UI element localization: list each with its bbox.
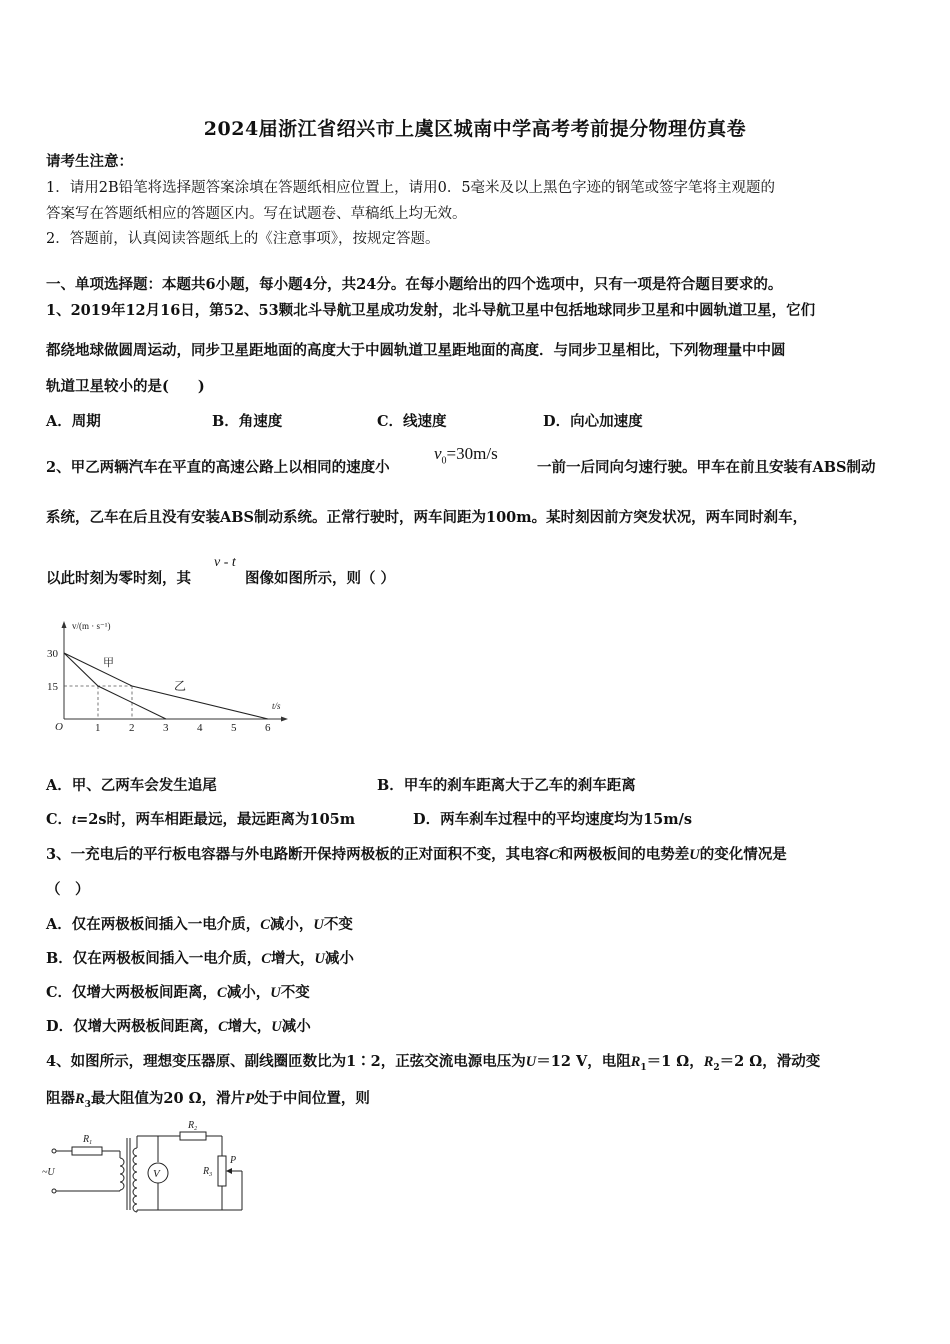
q2-line-1b: 一前一后同向匀速行驶。甲车在前且安装有ABS制动 (537, 459, 876, 476)
x-tick-label: 5 (231, 722, 237, 734)
vt-graph (46, 618, 296, 738)
r3-label-sym: R (203, 1166, 210, 1177)
q1-line-3: 轨道卫星较小的是( ) (46, 378, 205, 395)
q3-option-c-mid: 减小， (226, 984, 271, 1001)
q1-line-1: 1、2019年12月16日，第52、53颗北斗导航卫星成功发射，北斗导航卫星中包括地球同步卫星和中圆轨道卫星，它们 (46, 302, 816, 319)
r1-label-sub: 1 (89, 1140, 93, 1146)
q3-option-a (46, 915, 353, 935)
q2-option-d: D．两车刹车过程中的平均速度均为15m/s (413, 811, 693, 828)
q3-option-b-mid: 增大， (270, 950, 315, 967)
source-label: ~U (42, 1167, 55, 1178)
q2-option-b: B．甲车的刹车距离大于乙车的刹车距离 (377, 777, 636, 794)
q3-option-a-mid: 减小， (269, 916, 314, 933)
q4-u: U (525, 1054, 537, 1070)
q3-option-c (46, 983, 310, 1003)
q3-option-c-pre: C．仅增大两极板间距离， (46, 984, 218, 1001)
q3-option-c-u: U (270, 985, 281, 1001)
q2-line-1a: 2、甲乙两辆汽车在平直的高速公路上以相同的速度小 (46, 459, 390, 476)
q1-option-b: B．角速度 (212, 413, 283, 430)
label-yi: 乙 (174, 679, 187, 693)
q1-option-d: D．向心加速度 (543, 413, 643, 430)
q4-line-1a: 4、如图所示，理想变压器原、副线圈匝数比为1∶2，正弦交流电源电压为 (46, 1053, 526, 1070)
q3-option-c-post: 不变 (280, 984, 310, 1001)
q4-r1-sub: 1 (640, 1062, 647, 1073)
x-tick-label: 4 (197, 722, 203, 734)
secondary-coil (133, 1148, 137, 1212)
q2-v0-value: =30m/s (446, 444, 498, 463)
slider-label: P (230, 1155, 237, 1166)
q2-v0-symbol: v (434, 444, 442, 463)
q3-option-d-post: 减小 (281, 1018, 311, 1035)
q4-line-2 (46, 1089, 370, 1115)
x-tick-label: 1 (95, 722, 101, 734)
voltmeter-label: V (153, 1168, 160, 1180)
r2-label-sub: 2 (194, 1126, 198, 1132)
q2-line-2: 系统，乙车在后且没有安装ABS制动系统。正常行驶时，两车间距为100m。某时刻因前方突发状况，两车同时刹车， (46, 509, 808, 526)
q3-option-b-c: C (261, 951, 271, 967)
q2-option-c-t: t (72, 812, 77, 828)
graph-x-label: t/s (272, 701, 281, 711)
q4-line-1c: ＝1 Ω， (646, 1053, 704, 1070)
primary-coil (120, 1158, 124, 1190)
resistor-r1 (72, 1147, 102, 1155)
r1-label (82, 1134, 92, 1146)
q3-option-a-post: 不变 (323, 916, 353, 933)
q4-line-1d: ＝2 Ω，滑动变 (719, 1053, 821, 1070)
q2-option-c-label: C． (46, 811, 73, 828)
page-title: 2024届浙江省绍兴市上虞区城南中学高考考前提分物理仿真卷 (203, 118, 747, 140)
q3-line-1 (46, 845, 787, 865)
q3-option-a-u: U (313, 917, 324, 933)
slider-arrow (226, 1168, 232, 1174)
q3-option-b-u: U (314, 951, 325, 967)
q3-option-d-u: U (271, 1019, 282, 1035)
section-heading: 一、单项选择题：本题共6小题，每小题4分，共24分。在每小题给出的四个选项中，只有一项是符合题目要求的。 (46, 276, 783, 293)
y-tick-label: 15 (47, 681, 58, 693)
x-axis-arrow (281, 717, 288, 722)
q1-option-c: C．线速度 (377, 413, 447, 430)
circuit-diagram (40, 1118, 255, 1218)
q3-option-c-c: C (217, 985, 227, 1001)
x-tick-label: 3 (163, 722, 169, 734)
q4-r3: R (75, 1091, 85, 1107)
q4-line-2c: 处于中间位置，则 (253, 1090, 370, 1107)
q3-option-a-c: C (260, 917, 270, 933)
graph-y-label: v/(m · s⁻¹) (72, 621, 111, 631)
series-line-yi (64, 653, 268, 719)
q2-option-c-text: =2s时，两车相距最远，最远距离为105m (76, 811, 356, 828)
q3-option-b-pre: B．仅在两极板间插入一电介质， (46, 950, 262, 967)
q3-line-1a: 3、一充电后的平行板电容器与外电路断开保持两极板的正对面积不变，其电容 (46, 846, 550, 863)
q3-line-1b: 和两极板间的电势差 (558, 846, 690, 863)
q2-v0-sub: 0 (441, 455, 447, 467)
q3-c: C (549, 847, 559, 863)
q4-line-2a: 阻器 (46, 1090, 75, 1107)
q3-option-d (46, 1017, 311, 1037)
q3-option-d-c: C (218, 1019, 228, 1035)
y-axis-arrow (62, 621, 67, 628)
q4-r2: R (703, 1054, 714, 1070)
notice-line-3: 2．答题前，认真阅读答题纸上的《注意事项》，按规定答题。 (46, 231, 440, 247)
q4-r2-sub: 2 (713, 1062, 720, 1073)
x-tick-label: 6 (265, 722, 271, 734)
r3-label (202, 1166, 212, 1178)
terminal-top (52, 1149, 56, 1153)
q3-option-b (46, 949, 354, 969)
x-tick-label: 2 (129, 722, 135, 734)
notice-line-2: 答案写在答题纸相应的答题区内。写在试题卷、草稿纸上均无效。 (46, 206, 467, 222)
terminal-bottom (52, 1189, 56, 1193)
q2-option-a: A．甲、乙两车会发生追尾 (46, 777, 217, 794)
q2-line-3a: 以此时刻为零时刻，其 (46, 570, 191, 587)
q3-option-d-mid: 增大， (227, 1018, 272, 1035)
q3-line-2: （ ） (46, 881, 90, 898)
q2-vt-label: v - t (214, 555, 236, 570)
r1-label-sym: R (83, 1134, 90, 1145)
q4-r1: R (630, 1054, 641, 1070)
q3-option-b-post: 减小 (324, 950, 354, 967)
y-tick-label: 30 (47, 648, 58, 660)
q4-p: P (245, 1091, 254, 1107)
q3-option-d-pre: D．仅增大两极板间距离， (46, 1018, 219, 1035)
q2-v0 (434, 444, 498, 466)
label-jia: 甲 (103, 657, 114, 669)
resistor-r2 (180, 1132, 206, 1140)
q4-r3-sub: 3 (84, 1099, 91, 1110)
q4-line-1 (46, 1052, 820, 1078)
notice-line-1: 1．请用2B铅笔将选择题答案涂填在答题纸相应位置上，请用0．5毫米及以上黑色字迹的钢笔或签字笔将主观题的 (46, 180, 776, 196)
r3-label-sub: 3 (209, 1172, 213, 1178)
q3-u: U (689, 847, 700, 863)
q3-line-1c: 的变化情况是 (699, 846, 787, 863)
r2-label-sym: R (188, 1120, 195, 1131)
q1-option-a: A．周期 (46, 413, 101, 430)
notice-heading: 请考生注意： (46, 153, 133, 170)
q2-line-3b: 图像如图所示，则（ ） (245, 570, 396, 587)
q2-option-c (46, 810, 355, 830)
r2-label (187, 1120, 197, 1132)
graph-origin: O (55, 721, 63, 733)
q1-line-2: 都绕地球做圆周运动，同步卫星距地面的高度大于中圆轨道卫星距地面的高度．与同步卫星相比，下列物理量中中圆 (46, 342, 786, 359)
q4-line-1b: ＝12 V，电阻 (536, 1053, 631, 1070)
q4-line-2b: 最大阻值为20 Ω，滑片 (90, 1090, 246, 1107)
resistor-r3 (218, 1156, 226, 1186)
q3-option-a-pre: A．仅在两极板间插入一电介质， (46, 916, 261, 933)
